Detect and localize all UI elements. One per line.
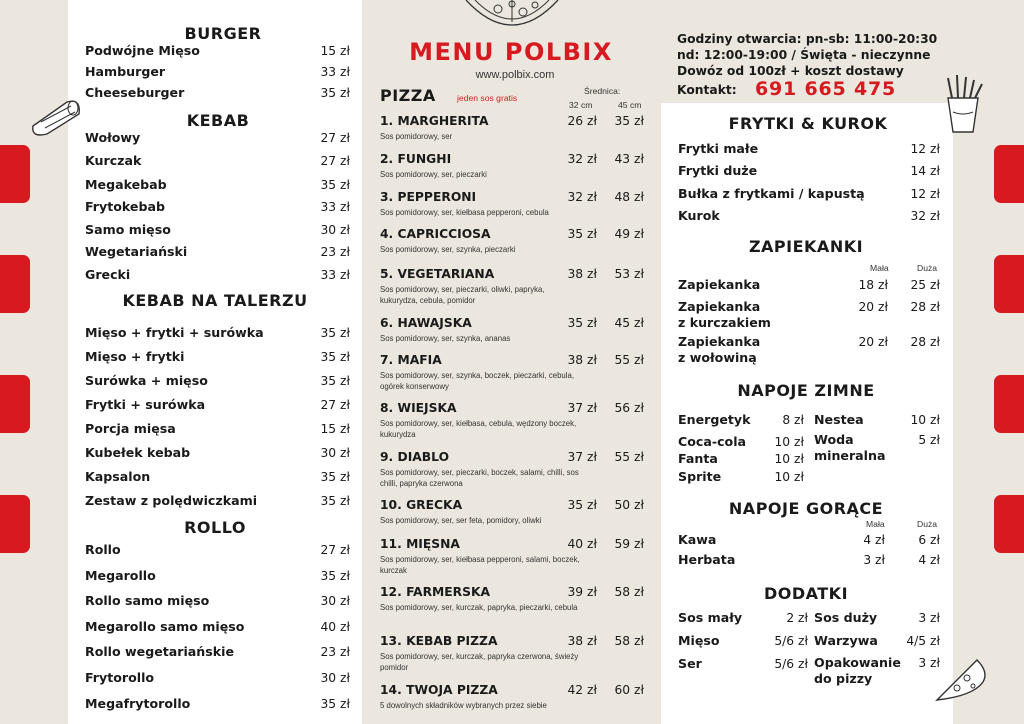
pizza-price-small: 39 zł	[567, 585, 597, 599]
pizza-price-large: 56 zł	[614, 401, 644, 415]
menu-item-price: 27 zł	[320, 131, 350, 145]
menu-item-name: Surówka + mięso	[85, 373, 208, 388]
extra-name: Sos duży	[814, 610, 878, 625]
pizza-description: 5 dowolnych składników wybranych przez siebie	[380, 701, 547, 710]
menu-item-price: 35 zł	[320, 374, 350, 388]
menu-item-name: Hamburger	[85, 64, 166, 79]
menu-item-name: Mięso + frytki	[85, 349, 185, 364]
menu-item-name: Mięso + frytki + surówka	[85, 325, 264, 340]
pizza-name: 13. KEBAB PIZZA	[380, 634, 498, 648]
menu-item-name: Frytki duże	[678, 163, 758, 178]
contact-label: Kontakt:	[677, 83, 737, 97]
menu-item-price: 35 zł	[320, 569, 350, 583]
menu-item-name: Bułka z frytkami / kapustą	[678, 186, 865, 201]
pizza-description: Sos pomidorowy, ser, kiełbasa pepperoni, salami, boczek, kurczak	[380, 555, 580, 575]
menu-item-price: 30 zł	[320, 223, 350, 237]
pizza-price-large: 58 zł	[614, 585, 644, 599]
pizza-price-large: 49 zł	[614, 227, 644, 241]
opening-hours-line2: nd: 12:00-19:00 / Święta - nieczynne	[677, 48, 931, 62]
pizza-price-small: 32 zł	[567, 190, 597, 204]
menu-item-price: 33 zł	[320, 65, 350, 79]
drink-name: Woda	[814, 432, 854, 447]
menu-item-name: Rollo samo mięso	[85, 593, 210, 608]
pizza-price-small: 37 zł	[567, 450, 597, 464]
size-large-label: 45 cm	[618, 100, 642, 110]
menu-item-name: Frytki małe	[678, 141, 759, 156]
drink-price: 10 zł	[910, 413, 940, 427]
menu-item-name-line2: z wołowiną	[678, 350, 757, 365]
menu-item-price: 40 zł	[320, 620, 350, 634]
section-title-napoje-zimne: NAPOJE ZIMNE	[737, 381, 875, 400]
pizza-name: 12. FARMERSKA	[380, 585, 491, 599]
menu-item-price: 15 zł	[320, 422, 350, 436]
pizza-description: Sos pomidorowy, ser	[380, 132, 453, 141]
menu-item-name-line2: z kurczakiem	[678, 315, 771, 330]
extra-name: Mięso	[678, 633, 720, 648]
price-small: 20 zł	[858, 300, 888, 314]
menu-item-price: 27 zł	[320, 154, 350, 168]
menu-item-name: Rollo wegetariańskie	[85, 644, 234, 659]
drink-name: Fanta	[678, 451, 718, 466]
red-tab-left-4	[0, 495, 30, 553]
menu-item-name: Zapiekanka	[678, 277, 761, 292]
menu-item-price: 27 zł	[320, 543, 350, 557]
pizza-price-small: 32 zł	[567, 152, 597, 166]
menu-item-name: Zapiekanka	[678, 299, 761, 314]
section-title-kebab: KEBAB	[186, 111, 250, 130]
menu-item-price: 15 zł	[320, 44, 350, 58]
extra-name: Opakowanie	[814, 655, 901, 670]
menu-item-price: 30 zł	[320, 594, 350, 608]
pizza-price-large: 55 zł	[614, 353, 644, 367]
menu-item-price: 30 zł	[320, 446, 350, 460]
red-tab-right-3	[994, 375, 1024, 433]
menu-item-name: Megarollo	[85, 568, 156, 583]
size-large-label: Duża	[917, 263, 938, 273]
price-small: 3 zł	[863, 553, 885, 567]
drink-price: 10 zł	[774, 435, 804, 449]
size-small-label: Mała	[866, 519, 885, 529]
extra-name-line2: do pizzy	[814, 671, 873, 686]
diameter-label: Średnica:	[584, 86, 621, 96]
menu-item-name: Kurczak	[85, 153, 142, 168]
pizza-slice-icon	[933, 656, 991, 708]
section-title-dodatki: DODATKI	[763, 584, 849, 603]
section-title-zapiekanki: ZAPIEKANKI	[748, 237, 864, 256]
menu-item-price: 33 zł	[320, 200, 350, 214]
drink-name: Energetyk	[678, 412, 751, 427]
pizza-name: 9. DIABLO	[380, 450, 450, 464]
menu-item-name: Wołowy	[85, 130, 141, 145]
price-large: 28 zł	[910, 300, 940, 314]
red-tab-right-2	[994, 255, 1024, 313]
pizza-price-large: 60 zł	[614, 683, 644, 697]
pizza-description: Sos pomidorowy, ser, kurczak, papryka, pieczarki, cebula	[380, 603, 578, 612]
pizza-name: 8. WIEJSKA	[380, 401, 457, 415]
pizza-name: 1. MARGHERITA	[380, 114, 489, 128]
pizza-price-small: 40 zł	[567, 537, 597, 551]
menu-item-name: Porcja mięsa	[85, 421, 176, 436]
menu-item-price: 12 zł	[910, 187, 940, 201]
website: www.polbix.com	[475, 69, 555, 81]
pizza-price-small: 38 zł	[567, 353, 597, 367]
extra-price: 5/6 zł	[774, 657, 808, 671]
pizza-name: 3. PEPPERONI	[380, 190, 477, 204]
menu-item-name: Rollo	[85, 542, 121, 557]
menu-item-name: Wegetariański	[85, 244, 188, 259]
menu-item-name: Podwójne Mięso	[85, 43, 200, 58]
pizza-price-small: 35 zł	[567, 227, 597, 241]
section-title-napoje-gorace: NAPOJE GORĄCE	[728, 499, 884, 518]
pizza-note: jeden sos gratis	[457, 93, 518, 103]
pizza-price-large: 53 zł	[614, 267, 644, 281]
section-title-burger: BURGER	[184, 24, 262, 43]
drink-price: 10 zł	[774, 452, 804, 466]
pizza-description: Sos pomidorowy, ser, ser feta, pomidory, oliwki	[380, 516, 542, 525]
pizza-price-large: 48 zł	[614, 190, 644, 204]
pizza-description: Sos pomidorowy, ser, kiełbasa pepperoni, cebula	[380, 208, 549, 217]
menu-item-name: Frytokebab	[85, 199, 165, 214]
menu-item-name: Kapsalon	[85, 469, 151, 484]
pizza-name: 2. FUNGHI	[380, 152, 452, 166]
pizza-icon	[463, 0, 561, 28]
menu-item-name: Kurok	[678, 208, 720, 223]
section-title-kebab-na-talerzu: KEBAB NA TALERZU	[122, 291, 308, 310]
pizza-name: 7. MAFIA	[380, 353, 442, 367]
drink-name: Coca-cola	[678, 434, 747, 449]
menu-item-name: Cheeseburger	[85, 85, 185, 100]
extra-name: Warzywa	[814, 633, 878, 648]
menu-item-price: 27 zł	[320, 398, 350, 412]
menu-item-price: 32 zł	[910, 209, 940, 223]
red-tab-right-4	[994, 495, 1024, 553]
pizza-price-small: 38 zł	[567, 634, 597, 648]
pizza-description: Sos pomidorowy, ser, kurczak, papryka czerwona, świeży pomidor	[380, 652, 579, 672]
contact-phone: 691 665 475	[755, 78, 897, 100]
pizza-title: PIZZA	[380, 86, 436, 105]
pizza-name: 6. HAWAJSKA	[380, 316, 472, 330]
menu-item-price: 35 zł	[320, 470, 350, 484]
pizza-name: 10. GRECKA	[380, 498, 463, 512]
menu-item-price: 35 zł	[320, 178, 350, 192]
red-tab-left-2	[0, 255, 30, 313]
menu-item-name: Megakebab	[85, 177, 167, 192]
menu-item-name: Frytorollo	[85, 670, 155, 685]
menu-item-price: 35 zł	[320, 697, 350, 711]
pizza-price-small: 42 zł	[567, 683, 597, 697]
menu-item-price: 33 zł	[320, 268, 350, 282]
drink-name: Herbata	[678, 552, 736, 567]
price-small: 18 zł	[858, 278, 888, 292]
drink-price: 10 zł	[774, 470, 804, 484]
extra-price: 3 zł	[918, 656, 940, 670]
price-large: 25 zł	[910, 278, 940, 292]
menu-item-name: Grecki	[85, 267, 131, 282]
menu-item-name: Megafrytorollo	[85, 696, 191, 711]
pizza-description: Sos pomidorowy, ser, pieczarki, boczek, salami, chilli, sos chilli, papryka czerwona	[380, 468, 579, 488]
extra-name: Ser	[678, 656, 702, 671]
menu-item-price: 23 zł	[320, 645, 350, 659]
pizza-name: 5. VEGETARIANA	[380, 267, 495, 281]
extra-price: 5/6 zł	[774, 634, 808, 648]
pizza-price-large: 55 zł	[614, 450, 644, 464]
pizza-price-small: 37 zł	[567, 401, 597, 415]
pizza-name: 4. CAPRICCIOSA	[380, 227, 491, 241]
pizza-description: Sos pomidorowy, ser, kiełbasa, cebula, wędzony boczek, kukurydza	[380, 419, 577, 439]
pizza-description: Sos pomidorowy, ser, pieczarki	[380, 170, 487, 179]
pizza-price-small: 26 zł	[567, 114, 597, 128]
pizza-price-large: 59 zł	[614, 537, 644, 551]
menu-item-name: Samo mięso	[85, 222, 171, 237]
pizza-description: Sos pomidorowy, ser, szynka, boczek, pieczarki, cebula, ogórek konserwowy	[380, 371, 574, 391]
pizza-price-large: 50 zł	[614, 498, 644, 512]
menu-item-name: Zapiekanka	[678, 334, 761, 349]
drink-name: Nestea	[814, 412, 864, 427]
price-small: 20 zł	[858, 335, 888, 349]
menu-item-price: 14 zł	[910, 164, 940, 178]
menu-item-price: 23 zł	[320, 245, 350, 259]
fries-icon	[938, 72, 988, 136]
red-tab-right-1	[994, 145, 1024, 203]
pizza-price-small: 35 zł	[567, 498, 597, 512]
pizza-description: Sos pomidorowy, ser, szynka, ananas	[380, 334, 511, 343]
menu-item-price: 35 zł	[320, 494, 350, 508]
pizza-price-large: 58 zł	[614, 634, 644, 648]
delivery-info: Dowóz od 100zł + koszt dostawy	[677, 64, 904, 78]
menu-item-price: 30 zł	[320, 671, 350, 685]
pizza-name: 14. TWOJA PIZZA	[380, 683, 498, 697]
menu-item-price: 35 zł	[320, 350, 350, 364]
menu-item-price: 12 zł	[910, 142, 940, 156]
price-small: 4 zł	[863, 533, 885, 547]
pizza-price-small: 35 zł	[567, 316, 597, 330]
red-tab-left-3	[0, 375, 30, 433]
extra-price: 3 zł	[918, 611, 940, 625]
pizza-price-small: 38 zł	[567, 267, 597, 281]
drink-price: 8 zł	[782, 413, 804, 427]
pizza-price-large: 43 zł	[614, 152, 644, 166]
size-small-label: 32 cm	[569, 100, 593, 110]
drink-name: Kawa	[678, 532, 717, 547]
pizza-description: Sos pomidorowy, ser, szynka, pieczarki	[380, 245, 516, 254]
size-large-label: Duża	[917, 519, 938, 529]
extra-price: 4/5 zł	[906, 634, 940, 648]
price-large: 28 zł	[910, 335, 940, 349]
menu-item-name: Megarollo samo mięso	[85, 619, 245, 634]
menu-item-price: 35 zł	[320, 326, 350, 340]
pizza-price-large: 45 zł	[614, 316, 644, 330]
price-large: 4 zł	[918, 553, 940, 567]
menu-item-name: Kubełek kebab	[85, 445, 191, 460]
opening-hours-line1: Godziny otwarcia: pn-sb: 11:00-20:30	[677, 32, 938, 46]
burrito-icon	[27, 96, 85, 138]
extra-price: 2 zł	[786, 611, 808, 625]
extra-name: Sos mały	[678, 610, 743, 625]
size-small-label: Mała	[870, 263, 889, 273]
drink-price: 5 zł	[918, 433, 940, 447]
red-tab-left-1	[0, 145, 30, 203]
pizza-name: 11. MIĘSNA	[380, 537, 460, 551]
section-title-rollo: ROLLO	[184, 518, 246, 537]
price-large: 6 zł	[918, 533, 940, 547]
drink-name-line2: mineralna	[814, 448, 886, 463]
menu-item-name: Zestaw z polędwiczkami	[85, 493, 258, 508]
menu-item-price: 35 zł	[320, 86, 350, 100]
pizza-price-large: 35 zł	[614, 114, 644, 128]
pizza-description: Sos pomidorowy, ser, pieczarki, oliwki, papryka, kukurydza, cebula, pomidor	[380, 285, 545, 305]
menu-item-name: Frytki + surówka	[85, 397, 206, 412]
drink-name: Sprite	[678, 469, 722, 484]
section-title-frytki: FRYTKI & KUROK	[728, 114, 888, 133]
menu-title: MENU POLBIX	[409, 38, 613, 66]
